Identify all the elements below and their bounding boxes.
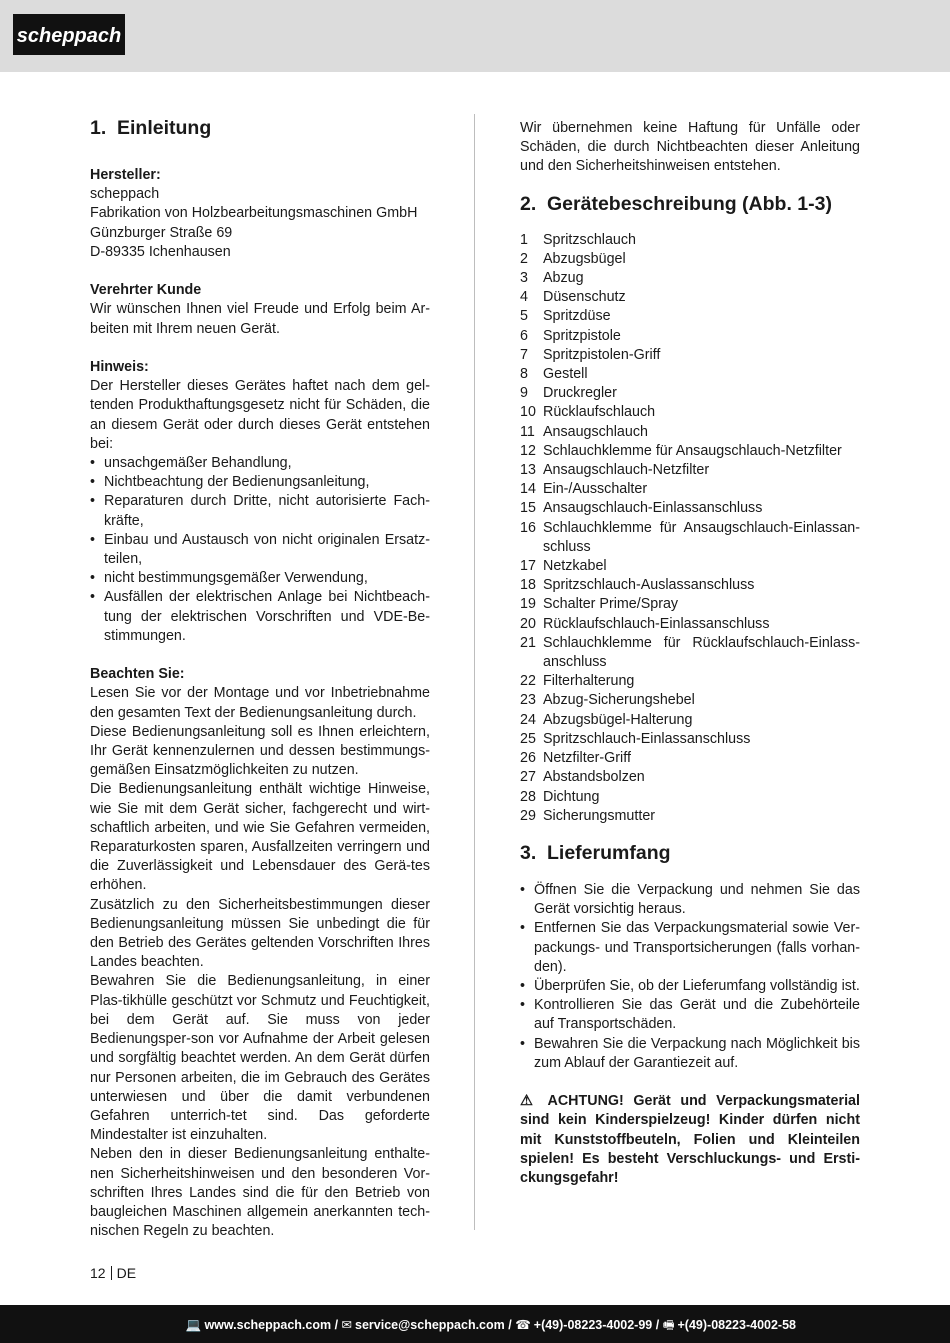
part-item xyxy=(520,327,860,346)
part-label: Rücklaufschlauch-Einlassanschluss xyxy=(543,615,770,632)
part-label: Netzkabel xyxy=(543,558,607,575)
part-item xyxy=(520,423,860,442)
observe-paragraph: Diese Bedienungsanleitung soll es Ihnen erleichtern, Ihr Gerät kennenzulernen und dessen bestimmungs-gemäßen Einsatzmöglichkeiten zu nutzen. xyxy=(90,723,430,779)
list-item: • Bewahren Sie die Verpackung nach Möglichkeit bis zum Ablauf der Garantiezeit auf. xyxy=(520,1035,860,1073)
observe-paragraph: Die Bedienungsanleitung enthält wichtige Hinweise, wie Sie mit dem Gerät sicher, fachgerecht und wirt-schaftlich arbeiten, und wie Sie Gefahren vermeiden, Reparaturkosten sparen, Ausfallzeiten verringern und die Zuverlässigkeit und Lebensdauer des Gerä-tes erhöhen. xyxy=(90,781,430,894)
part-item xyxy=(520,730,860,749)
warning-text: ACHTUNG! Gerät und Verpackungsmaterial sind kein Kinderspielzeug! Kinder dürfen nicht mit Kunststoffbeuteln, Folien und Kleinteilen spielen! Es besteht Verschluckungs- und Ersti-ckungsgefahr! xyxy=(520,1093,860,1186)
part-item xyxy=(520,461,860,480)
part-number: 18 xyxy=(520,577,536,594)
section-title: Einleitung xyxy=(117,117,212,139)
part-label: Dichtung xyxy=(543,788,600,805)
part-label: Schalter Prime/Spray xyxy=(543,596,679,613)
list-item: • Nichtbeachtung der Bedienungsanleitung, xyxy=(90,473,430,492)
left-column xyxy=(90,116,430,1241)
part-label: Spritzpistolen-Griff xyxy=(543,346,661,363)
part-label: Abzugsbügel-Halterung xyxy=(543,711,693,728)
part-number: 12 xyxy=(520,442,536,459)
part-item xyxy=(520,595,860,614)
scheppach-logo xyxy=(13,14,125,55)
part-number: 15 xyxy=(520,500,536,517)
list-item: • Überprüfen Sie, ob der Lieferumfang vollständig ist. xyxy=(520,977,860,996)
part-number: 3 xyxy=(520,270,528,287)
footer-separator: / xyxy=(652,1318,663,1332)
part-label: Sicherungsmutter xyxy=(543,807,656,824)
footer-website[interactable]: www.scheppach.com xyxy=(204,1318,332,1332)
part-number: 20 xyxy=(520,615,536,632)
part-item xyxy=(520,634,860,672)
note-bullet-list xyxy=(90,454,430,646)
part-label: Abstandsbolzen xyxy=(543,769,645,786)
part-item xyxy=(520,807,860,826)
part-number: 4 xyxy=(520,289,528,306)
part-item xyxy=(520,365,860,384)
footer-separator: / xyxy=(504,1318,516,1332)
part-label: Spritzdüse xyxy=(543,308,611,325)
footer-email[interactable]: service@scheppach.com xyxy=(355,1318,505,1332)
section-heading-introduction xyxy=(90,116,430,140)
footer-contact-line xyxy=(186,1316,796,1337)
part-label: Spritzschlauch-Auslassanschluss xyxy=(543,577,755,594)
list-item: • Öffnen Sie die Verpackung und nehmen Sie das Gerät vorsichtig heraus. xyxy=(520,881,860,919)
part-label: Schlauchklemme für Ansaugschlauch-Netzfilter xyxy=(543,442,842,459)
part-item xyxy=(520,442,860,461)
part-number: 17 xyxy=(520,558,536,575)
part-item xyxy=(520,499,860,518)
part-label: Filterhalterung xyxy=(543,673,635,690)
footer-phone: +(49)-08223-4002-99 xyxy=(533,1318,653,1332)
part-item xyxy=(520,480,860,499)
part-label: Druckregler xyxy=(543,385,617,402)
section-number: 3. xyxy=(520,841,537,864)
part-label: Abzug xyxy=(543,270,584,287)
part-number: 8 xyxy=(520,366,528,383)
part-number: 29 xyxy=(520,807,536,824)
part-item xyxy=(520,403,860,422)
manufacturer-line: D-89335 Ichenhausen xyxy=(90,243,231,260)
page-number xyxy=(90,1264,136,1283)
part-label: Schlauchklemme für Rücklaufschlauch-Einlass-anschluss xyxy=(543,634,860,671)
part-number: 14 xyxy=(520,481,536,498)
part-item xyxy=(520,384,860,403)
customer-text: Wir wünschen Ihnen viel Freude und Erfolg beim Ar-beiten mit Ihrem neuen Gerät. xyxy=(90,301,430,337)
note-label: Hinweis: xyxy=(90,359,149,375)
part-item xyxy=(520,269,860,288)
part-number: 2 xyxy=(520,250,528,267)
part-item xyxy=(520,288,860,307)
part-item xyxy=(520,768,860,787)
delivery-bullet-list xyxy=(520,881,860,1073)
list-item: • Kontrollieren Sie das Gerät und die Zubehörteile auf Transportschäden. xyxy=(520,996,860,1034)
observe-label: Beachten Sie: xyxy=(90,666,185,683)
part-label: Rücklaufschlauch xyxy=(543,404,656,421)
page-separator xyxy=(111,1266,112,1280)
part-label: Abzugsbügel xyxy=(543,250,626,267)
observe-paragraph: Lesen Sie vor der Montage und vor Inbetriebnahme den gesamten Text der Bedienungsanleitung durch. xyxy=(90,685,430,721)
part-item xyxy=(520,788,860,807)
part-number: 22 xyxy=(520,673,536,690)
part-label: Spritzpistole xyxy=(543,327,621,344)
part-number: 11 xyxy=(520,423,535,440)
part-item xyxy=(520,307,860,326)
phone-icon: ☎ xyxy=(515,1318,531,1332)
manufacturer-line: Fabrikation von Holzbearbeitungsmaschinen GmbH xyxy=(90,205,418,222)
part-number: 9 xyxy=(520,385,528,402)
manufacturer-line: scheppach xyxy=(90,186,160,203)
part-number: 25 xyxy=(520,730,536,747)
section-heading-delivery-scope xyxy=(520,841,860,865)
mail-icon: ✉ xyxy=(341,1318,352,1332)
part-number: 26 xyxy=(520,750,536,767)
list-item: • Einbau und Austausch von nicht originalen Ersatz-teilen, xyxy=(90,531,430,569)
part-item xyxy=(520,576,860,595)
part-number: 21 xyxy=(520,634,536,651)
customer-label: Verehrter Kunde xyxy=(90,282,202,299)
part-number: 1 xyxy=(520,231,528,248)
part-number: 23 xyxy=(520,692,536,709)
part-number: 10 xyxy=(520,404,536,421)
computer-icon: 💻 xyxy=(185,1318,202,1332)
header-band xyxy=(0,0,950,72)
section-heading-device-description xyxy=(520,192,860,216)
part-label: Ein-/Ausschalter xyxy=(543,481,648,498)
part-item xyxy=(520,519,860,557)
list-item: • Ausfällen der elektrischen Anlage bei Nichtbeach-tung der elektrischen Vorschriften und VDE-Be-stimmungen. xyxy=(90,588,430,646)
part-item xyxy=(520,250,860,269)
section-number: 2. xyxy=(520,192,537,215)
part-item xyxy=(520,672,860,691)
part-item xyxy=(520,231,860,250)
list-item: • nicht bestimmungsgemäßer Verwendung, xyxy=(90,569,430,588)
column-divider xyxy=(474,114,475,1230)
part-label: Netzfilter-Griff xyxy=(543,750,631,767)
parts-list xyxy=(520,231,860,826)
part-label: Abzug-Sicherungshebel xyxy=(543,692,695,709)
footer-separator: / xyxy=(331,1318,342,1332)
svg-text:scheppach: scheppach xyxy=(16,25,122,47)
part-label: Schlauchklemme für Ansaugschlauch-Einlassan-schluss xyxy=(543,519,860,555)
footer-fax: +(49)-08223-4002-58 xyxy=(677,1318,796,1332)
part-item xyxy=(520,615,860,634)
observe-paragraph: Zusätzlich zu den Sicherheitsbestimmungen dieser Bedienungsanleitung müssen Sie unbedingt die für den Betrieb des Gerätes geltenden Vorschriften Ihres Landes beachten. xyxy=(90,896,430,971)
note-text: Der Hersteller dieses Gerätes haftet nach dem gel-tenden Produkthaftungsgesetz nicht für Schäden, die an diesem Gerät oder durch dieses Gerät entstehen bei: xyxy=(90,378,430,452)
part-number: 5 xyxy=(520,308,528,325)
part-label: Gestell xyxy=(543,366,588,383)
list-item: • Entfernen Sie das Verpackungsmaterial sowie Ver-packungs- und Transportsicherungen (falls vorhan-den). xyxy=(520,919,860,977)
part-item xyxy=(520,749,860,768)
part-item xyxy=(520,557,860,576)
list-item: • unsachgemäßer Behandlung, xyxy=(90,454,430,473)
part-label: Ansaugschlauch-Einlassanschluss xyxy=(543,500,763,517)
part-number: 6 xyxy=(520,327,528,344)
part-number: 16 xyxy=(520,519,536,536)
part-label: Spritzschlauch-Einlassanschluss xyxy=(543,730,751,747)
part-number: 19 xyxy=(520,596,536,613)
observe-paragraph: Bewahren Sie die Bedienungsanleitung, in einer Plas-tikhülle geschützt vor Schmutz und Feuchtigkeit, bei dem Gerät auf. Sie muss von jeder Bedienungsper-son vor Aufnahme der Arbeit gelesen und sorgfältig beachtet werden. An dem Gerät dürfen nur Personen arbeiten, die im Gebrauch des Gerätes unterwiesen und über die damit verbundenen Gefahren unterrich-tet sind. Das geforderte Mindestalter ist einzuhalten. xyxy=(90,973,430,1144)
part-item xyxy=(520,346,860,365)
manufacturer-label: Hersteller: xyxy=(90,167,161,183)
part-label: Ansaugschlauch xyxy=(543,423,648,440)
part-label: Düsenschutz xyxy=(543,289,626,306)
section-title: Gerätebeschreibung (Abb. 1-3) xyxy=(547,192,832,215)
part-item xyxy=(520,691,860,710)
section-title: Lieferumfang xyxy=(547,841,671,864)
footer-band xyxy=(0,1305,950,1343)
observe-paragraph: Neben den in dieser Bedienungsanleitung enthalte-nen Sicherheitshinweisen und den besonderen Vor-schriften Ihres Landes sind die für den Betrieb von baugleichen Maschinen allgemein anerkannten tech-nischen Regeln zu beachten. xyxy=(90,1146,430,1240)
warning-icon: ⚠ xyxy=(520,1093,539,1110)
part-number: 27 xyxy=(520,769,536,786)
section-number: 1. xyxy=(90,117,107,139)
manufacturer-line: Günzburger Straße 69 xyxy=(90,224,233,241)
part-number: 24 xyxy=(520,711,536,728)
liability-text: Wir übernehmen keine Haftung für Unfälle oder Schäden, die durch Nichtbeachten dieser Anleitung und den Sicherheitshinweisen entstehen. xyxy=(520,120,860,175)
fax-icon: 🖷 xyxy=(662,1318,675,1332)
warning-notice xyxy=(520,1092,860,1188)
right-column xyxy=(520,119,860,1188)
part-label: Spritzschlauch xyxy=(543,231,636,248)
part-label: Ansaugschlauch-Netzfilter xyxy=(543,462,710,479)
page-language: DE xyxy=(116,1265,137,1281)
list-item: • Reparaturen durch Dritte, nicht autorisierte Fach-kräfte, xyxy=(90,492,430,530)
part-number: 7 xyxy=(520,346,528,363)
part-item xyxy=(520,711,860,730)
part-number: 28 xyxy=(520,788,536,805)
page-number-value: 12 xyxy=(90,1265,106,1281)
part-number: 13 xyxy=(520,462,536,479)
